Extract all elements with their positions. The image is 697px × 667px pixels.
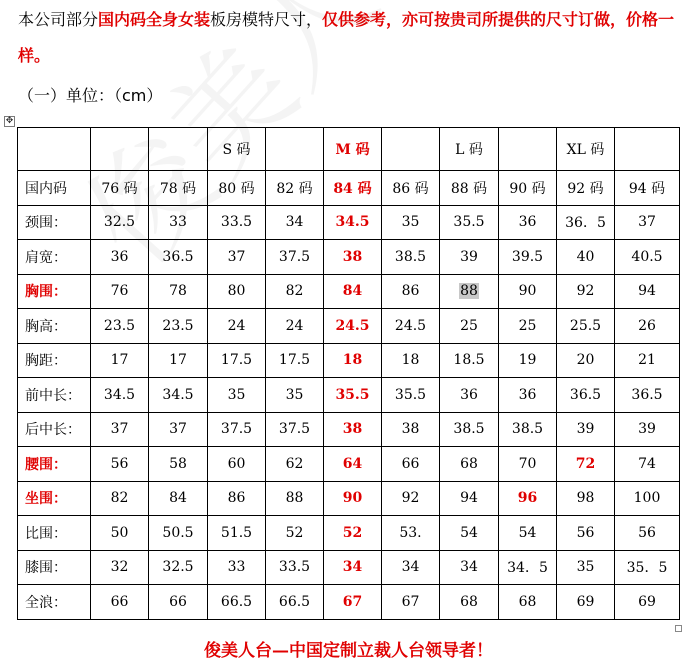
table-cell: 84 码: [324, 171, 382, 206]
intro-highlight-note: 仅供参考，亦可按贵司所提供的尺寸订做，价格一样。: [18, 10, 675, 65]
selected-text: 88: [460, 283, 478, 300]
table-cell: 56: [557, 516, 615, 551]
table-cell: 32.5: [91, 205, 149, 240]
table-row: [18, 274, 680, 309]
table-header-row: [18, 128, 680, 171]
header-cell: L 码: [440, 128, 499, 171]
table-cell: 37: [91, 412, 149, 447]
table-cell: 74: [615, 447, 680, 482]
row-label: 胸高：: [18, 309, 91, 344]
table-cell: 19: [499, 343, 557, 378]
table-cell: 37.5: [266, 412, 324, 447]
table-cell: 51.5: [208, 516, 266, 551]
table-cell: [440, 274, 499, 309]
table-cell: 96: [499, 481, 557, 516]
table-cell: 39: [615, 412, 680, 447]
table-cell: 40: [557, 240, 615, 275]
row-label: 全浪：: [18, 585, 91, 620]
table-cell: 33.5: [266, 550, 324, 585]
table-cell: 33.5: [208, 205, 266, 240]
table-cell: 34.5: [324, 205, 382, 240]
table-cell: 90 码: [499, 171, 557, 206]
table-cell: 67: [382, 585, 440, 620]
table-cell: 18: [382, 343, 440, 378]
row-label: 坐围：: [18, 481, 91, 516]
table-cell: 90: [324, 481, 382, 516]
table-cell: 66.5: [266, 585, 324, 620]
table-cell: 39: [440, 240, 499, 275]
table-cell: 36.5: [557, 378, 615, 413]
table-cell: 36: [440, 378, 499, 413]
footer-slogan: 俊美人台—中国定制立裁人台领导者！: [204, 641, 493, 661]
table-cell: 35: [266, 378, 324, 413]
table-cell: 34: [440, 550, 499, 585]
table-cell: 34: [382, 550, 440, 585]
table-cell: 82 码: [266, 171, 324, 206]
table-cell: 66: [91, 585, 149, 620]
table-cell: 67: [324, 585, 382, 620]
table-cell: 35.5: [440, 205, 499, 240]
move-icon[interactable]: ✥: [5, 116, 14, 126]
header-cell: [499, 128, 557, 171]
table-cell: 34．5: [499, 550, 557, 585]
table-row: [18, 447, 680, 482]
row-label: 国内码: [18, 171, 91, 206]
table-cell: 17: [149, 343, 208, 378]
table-cell: 84: [324, 274, 382, 309]
table-cell: 82: [266, 274, 324, 309]
table-cell: 66: [149, 585, 208, 620]
table-cell: 68: [499, 585, 557, 620]
table-cell: 60: [208, 447, 266, 482]
table-cell: 23.5: [149, 309, 208, 344]
table-cell: 36．5: [557, 205, 615, 240]
table-cell: 72: [557, 447, 615, 482]
table-cell: 17.5: [266, 343, 324, 378]
table-cell: 32: [91, 550, 149, 585]
table-cell: 35: [208, 378, 266, 413]
row-label: 颈围：: [18, 205, 91, 240]
table-cell: 38: [324, 412, 382, 447]
table-cell: 69: [615, 585, 680, 620]
table-cell: 36: [499, 205, 557, 240]
table-cell: 88 码: [440, 171, 499, 206]
table-cell: 35．5: [615, 550, 680, 585]
table-row: [18, 481, 680, 516]
table-cell: 36: [91, 240, 149, 275]
table-cell: 86 码: [382, 171, 440, 206]
table-row: [18, 412, 680, 447]
header-cell: [266, 128, 324, 171]
table-row: [18, 309, 680, 344]
table-cell: 32.5: [149, 550, 208, 585]
table-row: [18, 343, 680, 378]
table-cell: 84: [149, 481, 208, 516]
table-cell: 38.5: [440, 412, 499, 447]
table-cell: 25: [499, 309, 557, 344]
table-cell: 90: [499, 274, 557, 309]
table-cell: 25: [440, 309, 499, 344]
table-cell: 38: [382, 412, 440, 447]
table-cell: 86: [208, 481, 266, 516]
intro-text-2: 板房模特尺寸，: [210, 10, 323, 29]
table-cell: 78: [149, 274, 208, 309]
table-cell: 24.5: [382, 309, 440, 344]
table-cell: 34.5: [149, 378, 208, 413]
table-cell: 25.5: [557, 309, 615, 344]
row-label: 肩宽：: [18, 240, 91, 275]
table-cell: 98: [557, 481, 615, 516]
header-cell: [18, 128, 91, 171]
header-cell: [615, 128, 680, 171]
table-cell: 37.5: [266, 240, 324, 275]
table-cell: 64: [324, 447, 382, 482]
table-cell: 38.5: [499, 412, 557, 447]
header-cell: [382, 128, 440, 171]
table-cell: 33: [149, 205, 208, 240]
table-cell: 17.5: [208, 343, 266, 378]
table-cell: 76: [91, 274, 149, 309]
table-row: [18, 550, 680, 585]
table-row: [18, 585, 680, 620]
table-cell: 58: [149, 447, 208, 482]
intro-paragraph: [18, 2, 690, 74]
table-cell: 37.5: [208, 412, 266, 447]
table-cell: 88: [266, 481, 324, 516]
table-cell: 62: [266, 447, 324, 482]
table-cell: 68: [440, 447, 499, 482]
row-label: 后中长：: [18, 412, 91, 447]
table-cell: 36.5: [615, 378, 680, 413]
table-cell: 54: [440, 516, 499, 551]
table-cell: 36.5: [149, 240, 208, 275]
row-label: 比围：: [18, 516, 91, 551]
table-cell: 24.5: [324, 309, 382, 344]
table-cell: 35.5: [324, 378, 382, 413]
table-cell: 56: [91, 447, 149, 482]
table-cell: 52: [266, 516, 324, 551]
table-row: [18, 516, 680, 551]
row-label: 腰围：: [18, 447, 91, 482]
table-cell: 24: [208, 309, 266, 344]
table-cell: 80 码: [208, 171, 266, 206]
table-cell: 56: [615, 516, 680, 551]
table-cell: 35.5: [382, 378, 440, 413]
table-row: [18, 240, 680, 275]
header-cell: XL 码: [557, 128, 615, 171]
table-cell: 70: [499, 447, 557, 482]
table-cell: 34: [324, 550, 382, 585]
table-cell: 21: [615, 343, 680, 378]
table-cell: 92: [557, 274, 615, 309]
table-cell: 80: [208, 274, 266, 309]
table-row: [18, 205, 680, 240]
table-cell: 94: [615, 274, 680, 309]
table-cell: 35: [382, 205, 440, 240]
table-cell: 94 码: [615, 171, 680, 206]
table-cell: 18.5: [440, 343, 499, 378]
header-cell: M 码: [324, 128, 382, 171]
table-cell: 24: [266, 309, 324, 344]
table-cell: 92: [382, 481, 440, 516]
table-cell: 76 码: [91, 171, 149, 206]
table-cell: 94: [440, 481, 499, 516]
table-cell: 37: [615, 205, 680, 240]
table-cell: 38.5: [382, 240, 440, 275]
header-cell: [91, 128, 149, 171]
table-cell: 69: [557, 585, 615, 620]
row-label: 胸围：: [18, 274, 91, 309]
table-cell: 50.5: [149, 516, 208, 551]
header-cell: S 码: [208, 128, 266, 171]
table-cell: 40.5: [615, 240, 680, 275]
table-cell: 78 码: [149, 171, 208, 206]
table-cell: 26: [615, 309, 680, 344]
table-cell: 20: [557, 343, 615, 378]
size-table: [17, 127, 680, 620]
table-cell: 37: [149, 412, 208, 447]
table-cell: 34.5: [91, 378, 149, 413]
table-row: [18, 378, 680, 413]
table-cell: 39: [557, 412, 615, 447]
table-cell: 52: [324, 516, 382, 551]
table-cell: 23.5: [91, 309, 149, 344]
table-cell: 36: [499, 378, 557, 413]
table-row: [18, 171, 680, 206]
table-cell: 17: [91, 343, 149, 378]
row-label: 膝围：: [18, 550, 91, 585]
table-cell: 66: [382, 447, 440, 482]
table-cell: 86: [382, 274, 440, 309]
table-resize-handle[interactable]: [675, 625, 682, 632]
table-cell: 38: [324, 240, 382, 275]
table-cell: 50: [91, 516, 149, 551]
table-cell: 68: [440, 585, 499, 620]
table-cell: 53.: [382, 516, 440, 551]
table-cell: 34: [266, 205, 324, 240]
table-cell: 39.5: [499, 240, 557, 275]
table-cell: 35: [557, 550, 615, 585]
intro-highlight-product: 国内码全身女装: [98, 10, 211, 29]
table-cell: 100: [615, 481, 680, 516]
table-cell: 54: [499, 516, 557, 551]
table-cell: 37: [208, 240, 266, 275]
row-label: 胸距：: [18, 343, 91, 378]
header-cell: [149, 128, 208, 171]
table-cell: 92 码: [557, 171, 615, 206]
unit-heading: （一）单位：（cm）: [18, 86, 163, 105]
intro-text-1: 本公司部分: [18, 10, 99, 29]
table-cell: 18: [324, 343, 382, 378]
table-cell: 82: [91, 481, 149, 516]
table-cell: 33: [208, 550, 266, 585]
table-cell: 66.5: [208, 585, 266, 620]
row-label: 前中长：: [18, 378, 91, 413]
